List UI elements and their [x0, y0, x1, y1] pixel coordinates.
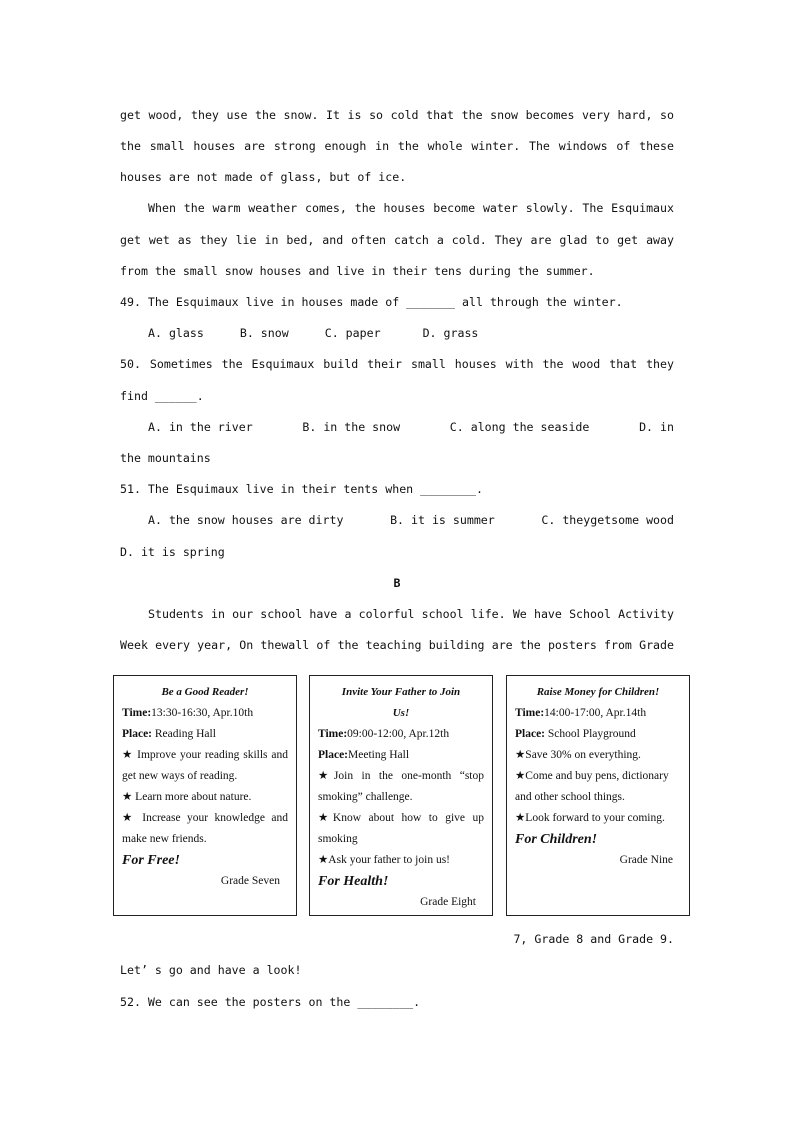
- passage-line: from the small snow houses and live in their tens during the summer.: [120, 264, 595, 278]
- option-a: A. glass: [148, 326, 204, 340]
- poster-grade: Grade Nine: [619, 854, 673, 866]
- option-a: A. the snow houses are dirty: [148, 513, 344, 527]
- poster-slogan: For Health!: [318, 874, 389, 889]
- question-52-stem: 52. We can see the posters on the ________.: [120, 995, 421, 1009]
- option-c: C. paper: [324, 326, 381, 340]
- question-49-stem: 49. The Esquimaux live in houses made of _______ all through the winter.: [120, 295, 623, 309]
- poster-time: Time:09:00-12:00, Apr.12th: [318, 728, 450, 740]
- question-50-options: [148, 420, 674, 434]
- poster-item: ★Ask your father to join us!: [318, 854, 450, 866]
- question-51-options-cont: D. it is spring: [120, 545, 225, 559]
- poster-item: ★Join in the one-month “stop smoking” challenge.: [318, 770, 484, 803]
- poster-slogan: For Free!: [122, 853, 180, 868]
- question-49-options: [148, 326, 528, 340]
- option-d: D. grass: [422, 326, 479, 340]
- poster-place: Place: Reading Hall: [122, 728, 216, 740]
- poster-title: Invite Your Father to Join Us!: [341, 686, 461, 719]
- passage-line: get wet as they lie in bed, and often catch a cold. They are glad to get away: [120, 233, 674, 247]
- poster-place: Place:Meeting Hall: [318, 749, 410, 761]
- question-50-stem: 50. Sometimes the Esquimaux build their small houses with the wood that they: [120, 357, 674, 371]
- option-b: B. in the snow: [302, 420, 401, 434]
- poster-title: Be a Good Reader!: [161, 686, 249, 698]
- intro-line: Students in our school have a colorful school life. We have School Activity: [148, 607, 674, 621]
- poster-title: Raise Money for Children!: [536, 686, 660, 698]
- poster-item: ★Know about how to give up smoking: [318, 812, 484, 845]
- question-50-stem-cont: find ______.: [120, 389, 204, 403]
- poster-item: ★Look forward to your coming.: [515, 812, 665, 824]
- poster-item: ★Come and buy pens, dictionary and other school things.: [515, 770, 669, 803]
- intro-line: 7, Grade 8 and Grade 9.: [513, 932, 674, 946]
- poster-time: Time:14:00-17:00, Apr.14th: [515, 707, 647, 719]
- poster-grade-seven: [113, 675, 297, 916]
- passage-line: the small houses are strong enough in the whole winter. The windows of these: [120, 139, 674, 153]
- passage-line: When the warm weather comes, the houses become water slowly. The Esquimaux: [148, 201, 674, 215]
- option-b: B. snow: [239, 326, 289, 340]
- option-d: D. in: [639, 420, 674, 434]
- poster-grade: Grade Eight: [420, 896, 476, 908]
- poster-place: Place: School Playground: [515, 728, 636, 740]
- option-b: B. it is summer: [390, 513, 495, 527]
- poster-slogan: For Children!: [515, 832, 598, 847]
- option-c: C. along the seaside: [449, 420, 590, 434]
- question-50-options-cont: the mountains: [120, 451, 211, 465]
- poster-grade-nine: [506, 675, 690, 916]
- poster-grade-eight: [309, 675, 493, 916]
- question-51-options: [148, 513, 674, 527]
- poster-item: ★ Learn more about nature.: [122, 791, 252, 803]
- question-51-stem: 51. The Esquimaux live in their tents when ________.: [120, 482, 483, 496]
- poster-item: ★ Increase your knowledge and make new friends.: [122, 812, 288, 845]
- poster-time: Time:13:30-16:30, Apr.10th: [122, 707, 254, 719]
- poster-item: ★Save 30% on everything.: [515, 749, 641, 761]
- option-c: C. theygetsome wood: [541, 513, 674, 527]
- poster-grade: Grade Seven: [220, 875, 280, 887]
- option-a: A. in the river: [148, 420, 253, 434]
- intro-line: Week every year, On thewall of the teaching building are the posters from Grade: [120, 638, 674, 652]
- passage-line: houses are not made of glass, but of ice.: [120, 170, 407, 184]
- section-heading: B: [393, 576, 401, 590]
- intro-line: Let’ s go and have a look!: [120, 963, 302, 977]
- poster-item: ★ Improve your reading skills and get new ways of reading.: [122, 749, 288, 782]
- passage-line: get wood, they use the snow. It is so cold that the snow becomes very hard, so: [120, 108, 674, 122]
